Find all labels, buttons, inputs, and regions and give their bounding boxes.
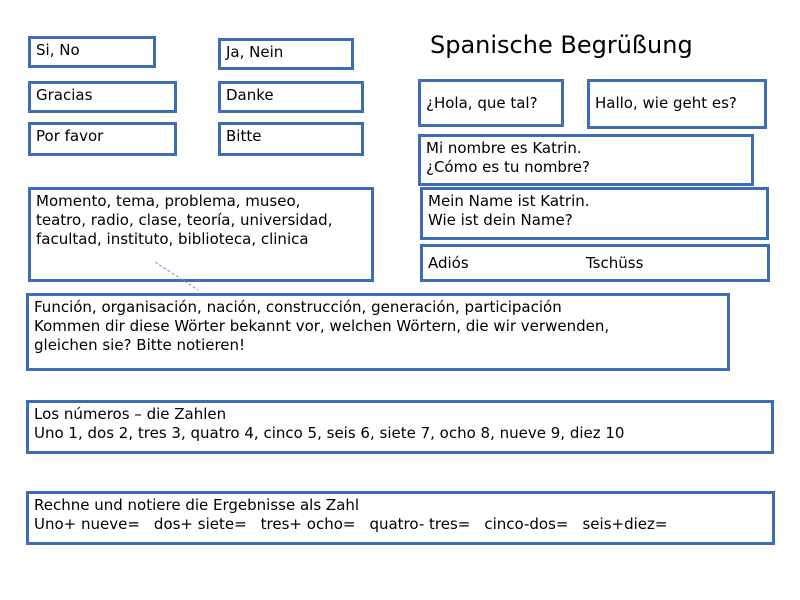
math-item: Uno+ nueve= xyxy=(34,515,140,533)
box-danke xyxy=(218,81,364,113)
math-item: tres+ ocho= xyxy=(260,515,356,533)
name-es-line2: ¿Cómo es tu nombre? xyxy=(426,158,590,176)
name-de-line2: Wie ist dein Name? xyxy=(428,211,573,229)
danke-text: Danke xyxy=(226,86,274,104)
box-name-es xyxy=(418,134,754,186)
math-item: cinco-dos= xyxy=(484,515,569,533)
box-ja-nein xyxy=(218,38,354,70)
por-favor-text: Por favor xyxy=(36,127,104,145)
bitte-text: Bitte xyxy=(226,127,262,145)
page-title: Spanische Begrüßung xyxy=(430,31,693,59)
math-item: seis+diez= xyxy=(582,515,668,533)
words-line3: facultad, instituto, biblioteca, clinica xyxy=(36,230,309,248)
words-line2: teatro, radio, clase, teoría, universidad, xyxy=(36,211,333,229)
math-item: dos+ siete= xyxy=(153,515,247,533)
name-es-line1: Mi nombre es Katrin. xyxy=(426,139,582,157)
math-items xyxy=(34,515,753,534)
farewell-de-text: Tschüss xyxy=(586,254,644,272)
box-si-no xyxy=(28,36,156,68)
gracias-text: Gracias xyxy=(36,86,93,104)
box-por-favor xyxy=(28,122,177,156)
task-line3: gleichen sie? Bitte notieren! xyxy=(34,336,246,354)
numbers-list: Uno 1, dos 2, tres 3, quatro 4, cinco 5, seis 6, siete 7, ocho 8, nueve 9, diez 10 xyxy=(34,424,625,442)
box-task xyxy=(26,293,730,371)
math-heading: Rechne und notiere die Ergebnisse als Zahl xyxy=(34,496,360,514)
name-de-line1: Mein Name ist Katrin. xyxy=(428,192,590,210)
box-math xyxy=(26,491,775,545)
task-line1: Función, organisación, nación, construcción, generación, participación xyxy=(34,298,562,316)
box-greeting-de xyxy=(587,79,767,129)
box-farewell xyxy=(420,244,770,282)
numbers-heading: Los números – die Zahlen xyxy=(34,405,227,423)
task-line2: Kommen dir diese Wörter bekannt vor, welchen Wörtern, die wir verwenden, xyxy=(34,317,610,335)
greeting-de-text: Hallo, wie geht es? xyxy=(595,94,737,112)
words-line1: Momento, tema, problema, museo, xyxy=(36,192,301,210)
box-numbers xyxy=(26,400,774,454)
ja-nein-text: Ja, Nein xyxy=(226,43,284,61)
farewell-es-text: Adiós xyxy=(428,254,469,272)
math-item: quatro- tres= xyxy=(369,515,471,533)
box-words xyxy=(28,187,374,282)
box-greeting-es xyxy=(418,79,564,127)
si-no-text: Si, No xyxy=(36,41,80,59)
greeting-es-text: ¿Hola, que tal? xyxy=(426,94,538,112)
box-name-de xyxy=(420,187,769,240)
box-gracias xyxy=(28,81,177,113)
box-bitte xyxy=(218,122,364,156)
